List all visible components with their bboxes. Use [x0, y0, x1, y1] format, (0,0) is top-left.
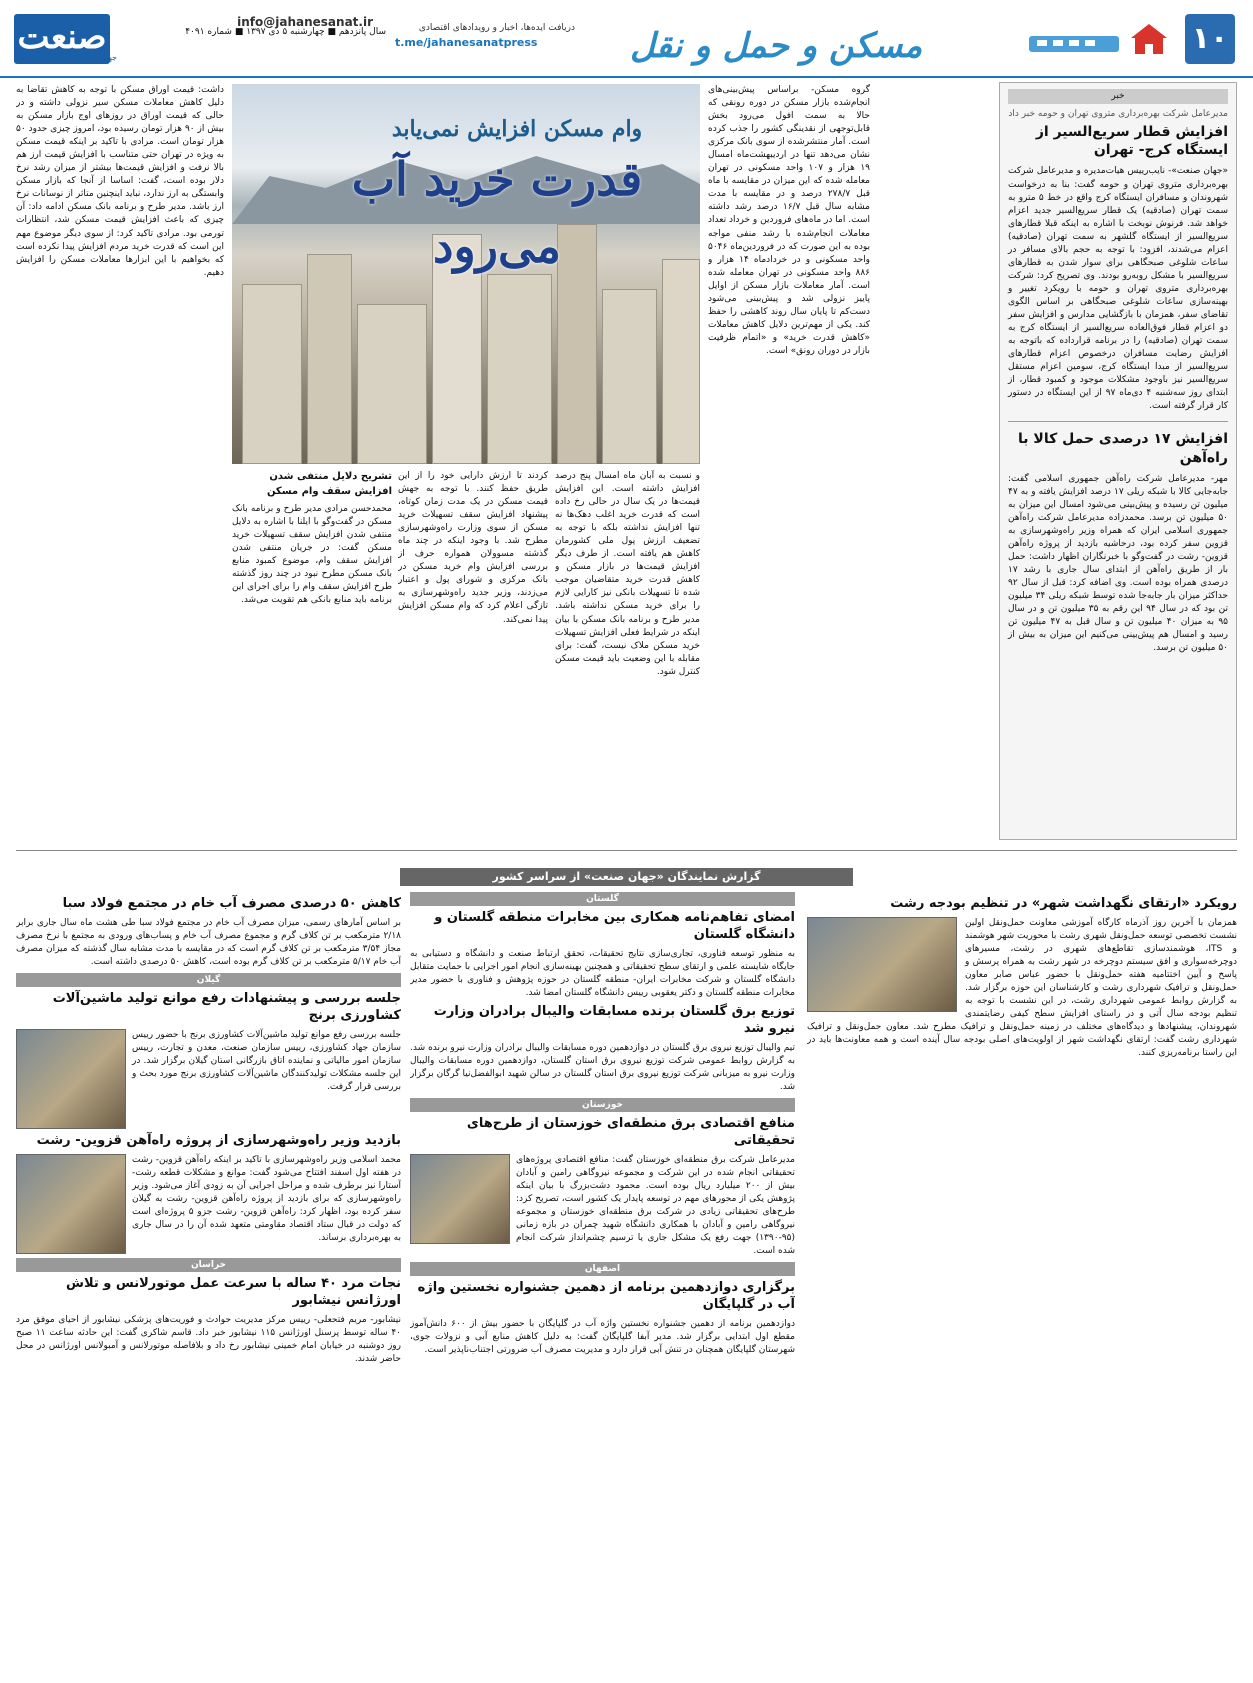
region6-body: بر اساس آمارهای رسمی، میزان مصرف آب خام در مجتمع فولاد سبا طی هشت ماه سال جاری برابر ۲/۱۸ مترمکعب بر تن کلاف گرم و مجموع مصرف آب خام و پساب‌های ورودی به مجتمع با نرخ مصرف مجاز ۳/۵۴ مترمکعب بر تن کلاف گرم است که در مقایسه با مدت مشابه سال گذشته که میزان مصرف آب خام ۵/۱۷ مترمکعب بر تن کلاف گرم بوده است، کاهش ۵۰ درصدی داشته است.	[16, 917, 401, 968]
rasht-photo	[807, 917, 957, 1012]
lead-col5-text: داشت: قیمت اوراق مسکن با توجه به کاهش تقاضا به دلیل کاهش معاملات مسکن سیر نزولی داشته و در حالی که قیمت اوراق در روزهای اوج بازار مسکن به بیش از ۹۰ هزار تومان رسیده بود، امروز چیزی حدود ۵۰ هزار تومان است. مرادی با تاکید بر اینکه قیمت مسکن به ویژه در تهران حتی متناسب با افزایش قیمت ارز هم بالا نرفت و افزایش قیمت‌ها بیشتر از میزان رشد نرخ دلار بوده است، گفت: اساسا از آنجا که بازار مسکن وابستگی به ارز ندارد، نباید اینچنین متاثر از نوسانات نرخ ارز باشد. مدیر طرح و برنامه بانک مسکن ادامه داد: آن چیزی که باعث افزایش قیمت مسکن شد، انتظارات تورمی بود. مرادی تاکید کرد: از سوی دیگر موضوع مهم این است که قدرت خرید مردم افزایش پیدا نکرده است که بخواهیم با این ابزارها معاملات مسکن را افزایش دهیم.	[16, 85, 224, 278]
region8-headline: بازدید وزیر راه‌وشهرسازی از پروژه راه‌آهن قزوین- رشت	[36, 1132, 401, 1148]
logo-sub: جهان	[100, 53, 117, 62]
region2-label: گلستان	[410, 892, 795, 906]
region8-body: محمد اسلامی وزیر راه‌وشهرسازی با تاکید بر اینکه راه‌آهن قزوین- رشت در هفته اول اسفند افتتاح می‌شود گفت: موانع و مشکلات قطعه رشت- آستارا نیز برطرف شده و مراحل اجرایی آن به زودی آغاز می‌شود. وزیر راه‌وشهرسازی که برای بازدید از پروژه راه‌آهن قزوین- رشت به گیلان سفر کرده بود، اظهار کرد: راه‌آهن قزوین- رشت جزو ۵ پروژه‌ای است که دولت در قبال ستاد اقتصاد مقاومتی متعهد شده آن را در سال جاری به بهره‌برداری برساند.	[132, 1154, 401, 1244]
region5-label: اصفهان	[410, 1262, 795, 1276]
lead-col-1	[708, 84, 870, 840]
gilan-photo	[16, 1029, 126, 1129]
lead-photo	[232, 84, 700, 464]
house-train-icon	[1027, 18, 1177, 58]
region5-body: دوازدهمین برنامه از دهمین جشنواره نخستین واژه آب در گلپایگان با حضور بیش از ۶۰۰ دانش‌آموز مقطع اول ابتدایی برگزار شد. مدیر آبفا گلپایگان گفت: به دلیل کاهش منابع آبی و نزولات جوی، شهرستان گلپایگان همچنان در تنش آبی قرار دارد و مدیریت مصرف آب ضرورتی اجتناب‌ناپذیر است.	[410, 1318, 795, 1355]
story1-body: «جهان صنعت»- نایب‌رییس هیات‌مدیره و مدیرعامل شرکت بهره‌برداری متروی تهران و حومه گفت: بنا به درخواست شهروندان و مسافران ایستگاه کرج واقع در خط ۵ مترو به سمت تهران (صادقیه) یک قطار سریع‌السیر جدید اعزام خواهد شد. فرنوش نوبخت با اشاره به اینکه قبلا قطارهای سریع‌السیر از ایستگاه گلشهر به سمت تهران (صادقیه) اعزام می‌شدند، افزود: با توجه به حجم بالای مسافر در ساعات شلوغی صبحگاهی برای سوار شدن به قطارهای سریع‌السیر با مشکل روبه‌رو بودند. وی تصریح کرد: شرکت بهره‌برداری متروی تهران و حومه با رویکرد تغییر و بهینه‌سازی ساعات شلوغی صبحگاهی بر اساس الگوی تقاضای سفر، همزمان با بازگشایی مدارس و افزایش سفر دو اعزام قطار فوق‌العاده سریع‌السیر از ایستگاه کرج به سمت تهران (صادقیه) را در برنامه قرارداده که باتوجه به افزایش رضایت مسافران درخصوص اعزام قطارهای سریع‌السیر از مبدا ایستگاه کرج، سومین اعزام مستقل سریع‌السیر نیز باوجود مشکلات موجود و کمبود قطار، از ابتدای روز سه‌شنبه ۴ دی‌ماه ۹۷ از این ایستگاه در دستور کار قرار گرفته است.	[1008, 166, 1228, 412]
logo-text: صنعت	[17, 17, 107, 57]
region4-body: مدیرعامل شرکت برق منطقه‌ای خوزستان گفت: منافع اقتصادی پروژه‌های تحقیقاتی انجام شده در این شرکت و مجموعه نیروگاهی رامین و آبادان بیش از ۲۰۰ میلیارد ریال بوده است. محمود دشت‌بزرگ با بیان اینکه پژوهش یکی از محورهای مهم در توسعه پایدار یک کشور است، تصریح کرد: طرح‌های تحقیقاتی زیادی در شرکت برق منطقه‌ای خوزستان و مجموعه نیروگاهی رامین و آبادان با همکاری دانشگاه شهید چمران در بازه زمانی (۹۵-۱۳۹۰) جهت رفع یک مشکل جاری یا ترسیم چشم‌انداز شرکت انجام شده است.	[516, 1154, 795, 1257]
middle-regions	[410, 892, 795, 1667]
region5-headline: برگزاری دوازدهمین برنامه از دهمین جشنواره نخستین واژه آب در گلپایگان	[417, 1280, 795, 1312]
region-rasht	[807, 892, 1237, 1667]
reports-bar: گزارش نمایندگان «جهان صنعت» از سراسر کشور	[400, 868, 853, 886]
region6-headline: کاهش ۵۰ درصدی مصرف آب خام در مجتمع فولاد سبا	[62, 896, 401, 911]
lead-col3-text: کردند تا ارزش دارایی خود را از این طریق حفظ کنند. با توجه به جهش قیمت مسکن در یک مدت زمان کوتاه، پیشنهاد افزایش سقف تسهیلات خرید مسکن از سوی وزارت راه‌وشهرسازی مطرح شد. با وجود اینکه در چند ماه گذشته مسوولان همواره حرف از بررسی افزایش وام خرید مسکن در بانک مرکزی و شورای پول و اعتبار می‌زدند، وزیر جدید راه‌وشهرسازی به تازگی اعلام کرد که وام مسکن افزایش پیدا نمی‌کند.	[398, 471, 548, 625]
lead-title: قدرت خرید آب می‌رود	[351, 152, 643, 273]
lead-col-3	[398, 470, 548, 840]
region2-headline: امضای تفاهم‌نامه همکاری بین مخابرات منطقه گلستان و دانشگاه گلستان	[434, 910, 795, 942]
region7-body: جلسه بررسی رفع موانع تولید ماشین‌آلات کشاورزی برنج با حضور رییس سازمان جهاد کشاورزی، رییس سازمان صنعت، معدن و تجارت، رییس سازمان امور مالیاتی و نماینده اتاق بازرگانی استان گیلان برگزار شد. در این جلسه مشکلات تولیدکنندگان ماشین‌آلات کشاورزی برنج مورد بحث و بررسی قرار گرفت.	[132, 1029, 401, 1093]
region1-headline: رویکرد «ارتقای نگهداشت شهر» در تنظیم بودجه رشت	[890, 896, 1237, 911]
region3-headline: توزیع برق گلستان برنده مسابقات والیبال برادران وزارت نیرو شد	[433, 1003, 795, 1036]
lead-col4-head: تشریح دلایل منتفی شدن افزایش سقف وام مسکن	[266, 471, 392, 497]
story1-headline: افزایش قطار سریع‌السیر از ایستگاه کرج- تهران	[1035, 124, 1228, 159]
telegram-link[interactable]: t.me/jahanesanatpress	[395, 36, 538, 50]
divider	[16, 850, 1237, 851]
lead-col-5	[16, 84, 224, 840]
region9-body: نیشابور- مریم فتحعلی- رییس مرکز مدیریت حوادث و فوریت‌های پزشکی نیشابور از احیای موفق مرد ۴۰ ساله توسط پرسنل اورژانس ۱۱۵ نیشابور خبر داد. قاسم شاکری گفت: این حادثه ساعت ۱۱ صبح روز دوشنبه در خیابان امام خمینی نیشابور رخ داد و بلافاصله موتورلانس و آمبولانس اورژانس در محل حاضر شدند.	[16, 1314, 401, 1364]
lead-col-2	[555, 470, 700, 840]
region7-label: گیلان	[16, 973, 401, 987]
section-title: مسکن و حمل و نقل	[630, 26, 923, 66]
qazvin-photo	[16, 1154, 126, 1254]
story2-body: مهر- مدیرعامل شرکت راه‌آهن جمهوری اسلامی گفت: جابه‌جایی کالا با شبکه ریلی ۱۷ درصد افزایش یافته و به ۴۷ میلیون تن رسیده و پیش‌بینی می‌شود امسال این میزان به ۵۰ میلیون تن برسد. محمدزاده مدیرعامل شرکت راه‌آهن جمهوری اسلامی ایران که همراه وزیر راه‌وشهرسازی به قزوین سفر کرده بود، درحاشیه بازدید از پروژه راه‌آهن قزوین- رشت در گفت‌وگو با خبرنگاران اظهار داشت: حمل بار از طریق راه‌آهن از ابتدای سال جاری با رشد ۱۷ درصدی همراه بوده است. وی اضافه کرد: قبل از سال ۹۲ حداکثر میزان بار جابه‌جا شده توسط شبکه ریلی ۳۴ میلیون تن بود که در سال ۹۴ این رقم به ۳۵ میلیون تن و در سال ۹۵ به میزان ۴۰ میلیون تن و سال قبل به ۴۷ میلیون تن رسید و امسال هم پیش‌بینی می‌کنیم این میزان به بیش از ۵۰ میلیون تن برسد.	[1008, 473, 1229, 654]
news-tag: خبر	[1008, 89, 1228, 104]
region9-headline: نجات مرد ۴۰ ساله با سرعت عمل موتورلانس و تلاش اورژانس نیشابور	[66, 1275, 401, 1308]
left-regions	[16, 892, 401, 1667]
region7-headline: جلسه بررسی و پیشنهادات رفع موانع تولید ماشین‌آلات کشاورزی برنج	[52, 991, 401, 1023]
right-column	[999, 82, 1237, 840]
region4-headline: منافع اقتصادی برق منطقه‌ای خوزستان از طرح‌های تحقیقاتی	[466, 1115, 795, 1148]
region4-label: خوزستان	[410, 1098, 795, 1112]
telegram-text: دریافت ایده‌ها، اخبار و رویدادهای اقتصادی	[418, 23, 575, 33]
region2-body: به منظور توسعه فناوری، تجاری‌سازی نتایج تحقیقات، تحقق ارتباط صنعت و دانشگاه و دستیابی به جایگاه شایسته علمی و ارتقای سطح تحقیقاتی و همچنین بهینه‌سازی انجام امور اجرایی با حمایت متقابل دانشگاه گلستان و شرکت مخابرات ایران- منطقه گلستان در حوزه پژوهش و فناوری با حضور مدیر مخابرات منطقه گلستان و دکتر یعقوبی رییس دانشگاه گلستان امضا شد.	[410, 948, 795, 998]
lead-col4-text: محمدحسن مرادی مدیر طرح و برنامه بانک مسکن در گفت‌وگو با ایلنا با اشاره به دلایل منتفی شدن افزایش سقف تسهیلات خرید مسکن گفت: در جریان منتفی شدن افزایش سقف وام، موضوع کمبود منابع بانک مسکن مطرح نبود در چند روز گذشته طرح افزایش سقف وام را برای اجرای این برنامه باید منابع بانکی هم تقویت می‌شد.	[232, 504, 392, 606]
lead-subtitle: وام مسکن افزایش نمی‌یابد	[391, 116, 643, 142]
telegram-box[interactable]	[395, 22, 575, 51]
region9-label: خراسان	[16, 1258, 401, 1272]
khuzestan-photo	[410, 1154, 510, 1244]
story2-headline: افزایش ۱۷ درصدی حمل کالا با راه‌آهن	[1018, 431, 1228, 466]
lead-col1-text: گروه مسکن- براساس پیش‌بینی‌های انجام‌شده بازار مسکن در دوره رونقی که حالا به سمت افول می‌رود بخش قابل‌توجهی از نقدینگی کشور را جذب کرده است. آمار منتشرشده از سوی بانک مرکزی نشان می‌دهد تنها در اردیبهشت‌ماه امسال ۱۹ هزار و ۱۰۷ واحد مسکونی در تهران معامله شده که این میزان در مقایسه با ماه قبل ۲۷۸/۷ درصد و در مقایسه با مدت مشابه سال قبل ۱۶/۷ درصد رشد داشته است. اما در ماه‌های فروردین و خرداد تعداد معاملات انجام‌شده با رشد منفی مواجه بوده به این صورت که در فروردین‌ماه ۵۰۴۶ واحد مسکونی و در خردادماه ۱۴ هزار و ۸۸۶ واحد مسکونی در تهران معامله شده است. آمار معاملات بازار مسکن از اوایل پاییز نزولی شد و پیش‌بینی می‌شود دست‌کم تا پایان سال روند کاهشی را حفظ کند. یکی از مهم‌ترین دلایل کاهش معاملات «کاهش قدرت خرید» و «اتمام ظرفیت بازار در دوران رونق» است.	[708, 85, 870, 356]
lead-col-4	[232, 470, 392, 840]
lead-col2-text: و نسبت به آبان ماه امسال پنج درصد افزایش داشته است. این افزایش قیمت‌ها در یک سال در حالی رخ داده است که قدرت خرید اغلب دهک‌ها نه تنها افزایش نداشته بلکه با توجه به تضعیف ارزش پول ملی کشورمان کاهش هم یافته است. از طرف دیگر افزایش قیمت‌ها در بازار مسکن و کاهش قدرت خرید متقاضیان موجب شده تا تسهیلات بانکی نیز کارایی لازم را برای خرید مسکن نداشته باشد. مدیر طرح و برنامه بانک مسکن با بیان اینکه در شرایط فعلی افزایش تسهیلات خرید مسکن ملاک نیست، گفت: برای مقابله با این وضعیت باید قیمت مسکن کنترل شود.	[555, 471, 700, 677]
story1-kicker: مدیرعامل شرکت بهره‌برداری متروی تهران و حومه خبر داد	[1008, 109, 1228, 120]
region1-body: همزمان با آخرین روز آذرماه کارگاه آموزشی معاونت حمل‌ونقل اولین نشست تخصصی توسعه حمل‌ونقل شهری رشت با محوریت شهر هوشمند و ITS، هوشمندسازی تقاطع‌های شهری در رشت، مسیرهای دوچرخه‌سواری و افق سیستم دوچرخه در شهر رشت به همراه پرسش و پاسخ و آیین اختتامیه هفته حمل‌ونقل با حضور عباس صابر معاون حمل‌ونقل و ترافیک شهرداری رشت و کارشناسان این حوزه برگزار شد. به گزارش روابط عمومی شهرداری رشت، در این نشست با توجه به تنظیم بودجه سال آتی و در راستای افزایش سطح کیفی رضایتمندی شهروندان، پیشنهادها و دیدگاه‌های مختلف در زمینه حمل‌ونقل و ترافیک مطرح شد. معاون حمل‌ونقل و ترافیک شهرداری رشت گفت: ارتقای نگهداشت شهر از اولویت‌های اصلی بودجه سال آینده است و همه معاونت‌ها باید در این راستا برنامه‌ریزی کنند.	[807, 917, 1237, 1059]
page-number: ۱۰	[1185, 14, 1235, 64]
region3-body: تیم والیبال توزیع نیروی برق گلستان در دوازدهمین دوره مسابقات والیبال برادران وزارت نیرو برنده شد. به گزارش روابط عمومی شرکت توزیع نیروی برق استان گلستان، دوازدهمین دوره مسابقات والیبال وزارت نیرو به میزبانی شرکت توزیع نیروی برق استان گلستان در سالن شهید ابوالفضل‌نیا گرگان برگزار شد.	[410, 1042, 795, 1092]
email-text[interactable]: info@jahanesanat.ir	[237, 15, 373, 29]
logo	[14, 14, 110, 64]
issue-info: سال پانزدهم ■ چهارشنبه ۵ دی ۱۳۹۷ ■ شماره ۴۰۹۱	[185, 27, 386, 37]
